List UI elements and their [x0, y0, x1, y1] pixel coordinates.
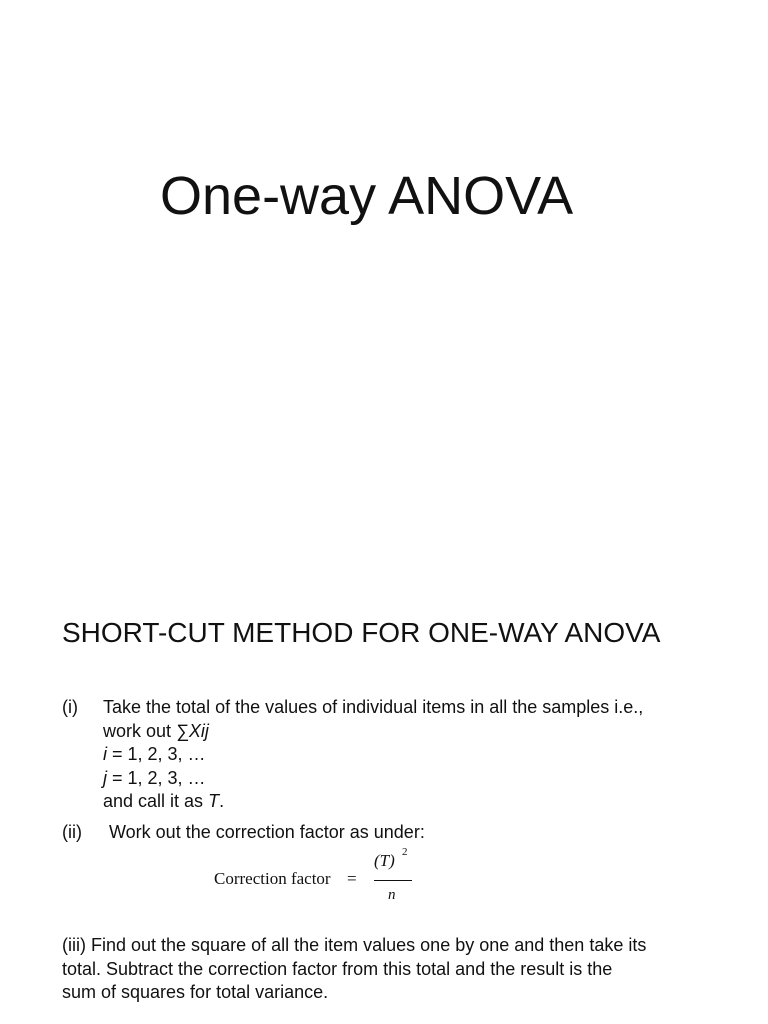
- formula-label: Correction factor: [214, 869, 331, 888]
- step-i-line-4: [103, 767, 723, 791]
- step-i-line-2: [103, 720, 723, 744]
- step-i-line-3: [103, 743, 723, 767]
- index-j-range: = 1, 2, 3, …: [107, 767, 206, 788]
- formula-exponent: 2: [402, 846, 408, 858]
- slide-title: One-way ANOVA: [160, 166, 574, 226]
- step-ii-text: Work out the correction factor as under:: [109, 822, 425, 842]
- step-iii-line-1: (iii) Find out the square of all the item values one by one and then take its: [62, 935, 647, 955]
- index-i-range: = 1, 2, 3, …: [107, 744, 206, 764]
- step-iii-line-2: total. Subtract the correction factor from this total and the result is the: [62, 958, 613, 979]
- fraction-bar: [374, 880, 412, 881]
- step-i-line-1: Take the total of the values of individual items in all the samples i.e.,: [103, 697, 644, 717]
- total-t-variable: T: [208, 791, 220, 811]
- step-iii-paragraph: [62, 934, 742, 1005]
- step-i-line-5: [103, 790, 723, 814]
- index-j-variable: j: [103, 767, 107, 788]
- step-i-line-5-suffix: .: [219, 791, 225, 811]
- step-i: [62, 696, 742, 816]
- step-i-marker: (i): [62, 697, 78, 717]
- sum-xij-expression: ∑Xij: [176, 720, 209, 741]
- formula-equals-sign: =: [347, 869, 357, 888]
- correction-factor-formula: [214, 846, 434, 908]
- step-i-content: [103, 696, 723, 814]
- index-i-variable: i: [103, 744, 107, 764]
- step-ii-content: [109, 821, 729, 845]
- step-ii-marker: (ii): [62, 822, 82, 842]
- section-heading: SHORT-CUT METHOD FOR ONE-WAY ANOVA: [62, 617, 661, 648]
- step-i-line-2-prefix: work out: [103, 720, 177, 741]
- step-iii-line-3: sum of squares for total variance.: [62, 982, 329, 1002]
- formula-denominator: n: [388, 887, 396, 903]
- formula-numerator: (T): [374, 851, 395, 870]
- step-i-line-5-prefix: and call it as: [103, 791, 209, 811]
